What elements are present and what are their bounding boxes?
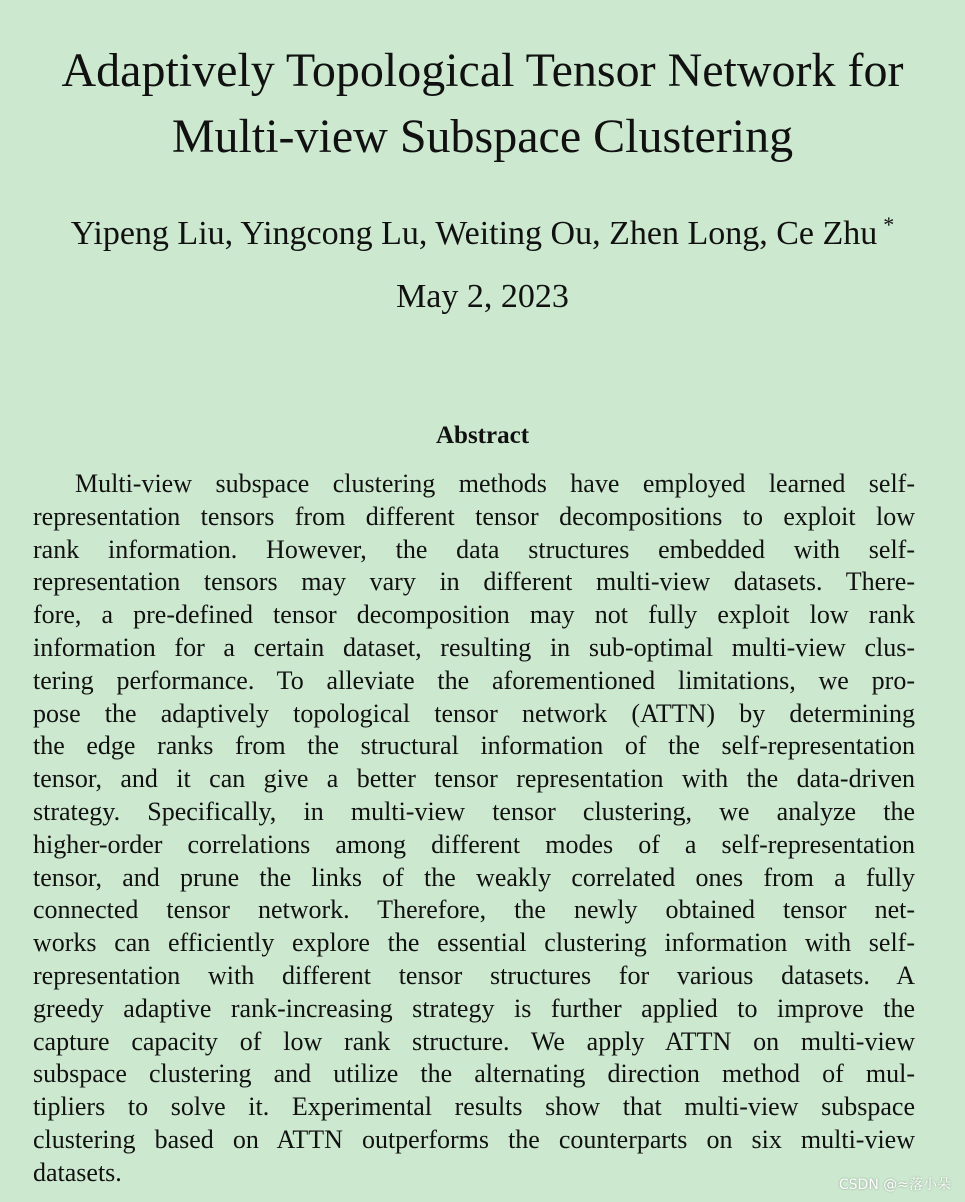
author-footnote-mark: * — [883, 212, 895, 237]
abstract-line: representation tensors may vary in different multi-view datasets. There- — [33, 567, 915, 597]
abstract-line: connected tensor network. Therefore, the newly obtained tensor net- — [33, 895, 915, 925]
abstract-line: higher-order correlations among different modes of a self-representation — [33, 829, 915, 859]
abstract-line: rank information. However, the data structures embedded with self- — [33, 534, 915, 564]
abstract-line: capture capacity of low rank structure. We apply ATTN on multi-view — [33, 1026, 915, 1056]
title-line-2: Multi-view Subspace Clustering — [171, 110, 794, 163]
abstract-line: fore, a pre-defined tensor decomposition may not fully exploit low rank — [33, 600, 915, 630]
abstract-line: tensor, and prune the links of the weakly correlated ones from a fully — [33, 862, 915, 892]
abstract-line: pose the adaptively topological tensor network (ATTN) by determining — [33, 698, 915, 728]
abstract-line: tipliers to solve it. Experimental results show that multi-view subspace — [33, 1092, 915, 1122]
abstract-heading: Abstract — [435, 422, 530, 449]
abstract-line: datasets. — [33, 1157, 122, 1187]
abstract-line: representation tensors from different tensor decompositions to exploit low — [33, 501, 915, 531]
title-line-1: Adaptively Topological Tensor Network for — [61, 44, 904, 97]
abstract-line: the edge ranks from the structural information of the self-representation — [33, 731, 915, 761]
author-list — [0, 202, 965, 257]
abstract-line: subspace clustering and utilize the alternating direction method of mul- — [33, 1059, 915, 1089]
abstract-line: information for a certain dataset, resulting in sub-optimal multi-view clus- — [33, 632, 915, 662]
watermark: CSDN @≈落小朵 — [838, 1177, 951, 1193]
abstract-line: tering performance. To alleviate the aforementioned limitations, we pro- — [33, 665, 915, 695]
abstract-line: representation with different tensor structures for various datasets. A — [33, 960, 915, 990]
abstract-line: strategy. Specifically, in multi-view tensor clustering, we analyze the — [33, 796, 915, 826]
abstract-body — [33, 468, 915, 1190]
abstract-line: Multi-view subspace clustering methods have employed learned self- — [75, 469, 915, 498]
abstract-line: clustering based on ATTN outperforms the counterparts on six multi-view — [33, 1124, 915, 1154]
author-names: Yipeng Liu, Yingcong Lu, Weiting Ou, Zhen Long, Ce Zhu — [70, 215, 878, 252]
abstract-line: tensor, and it can give a better tensor representation with the data-driven — [33, 764, 915, 794]
abstract-line: greedy adaptive rank-increasing strategy is further applied to improve the — [33, 993, 915, 1023]
publication-date: May 2, 2023 — [396, 278, 569, 315]
abstract-line: works can efficiently explore the essential clustering information with self- — [33, 928, 915, 958]
paper-title — [0, 38, 965, 170]
